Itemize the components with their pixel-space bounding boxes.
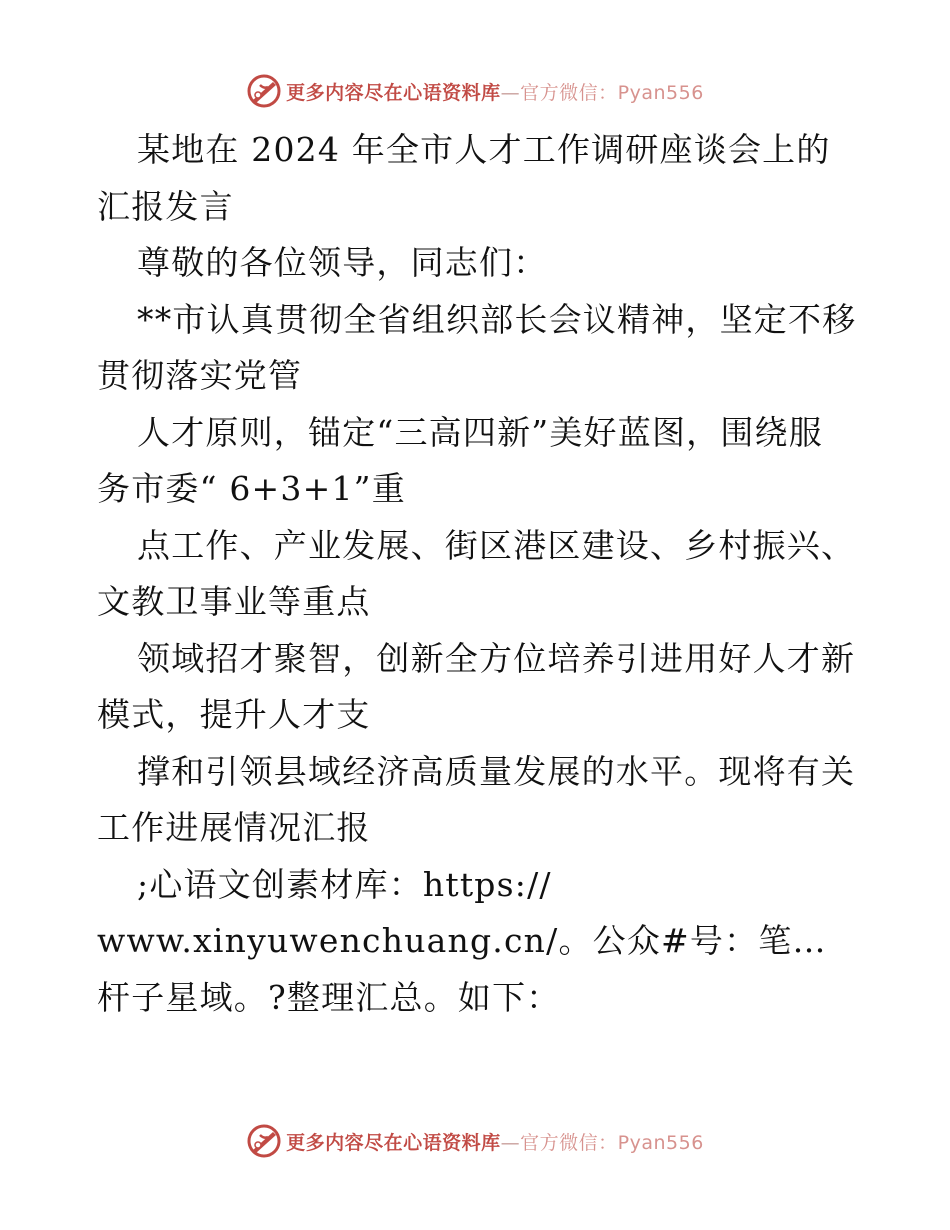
paragraph-source-url: www.xinyuwenchuang.cn/。公众#号：笔…杆子星域。?整理汇总。如下： <box>97 921 827 1017</box>
header-banner-dash: — <box>500 81 521 104</box>
paragraph-line-1: **市认真贯彻全省组织部长会议精神，坚定不移贯彻落实党管 <box>97 299 857 395</box>
paragraph-line-5: 撑和引领县域经济高质量发展的水平。现将有关工作进展情况汇报 <box>97 751 856 847</box>
header-banner-inner <box>246 71 704 111</box>
paragraph-source-note: ;心语文创素材库：https:// <box>137 864 552 904</box>
footer-banner-text <box>286 1128 704 1155</box>
footer-banner-inner <box>246 1121 704 1161</box>
paragraph-line-2: 人才原则，锚定“三高四新”美好蓝图，围绕服务市委“ 6+3+1”重 <box>97 412 823 508</box>
footer-banner-main: 更多内容尽在心语资料库 <box>286 1131 501 1154</box>
footer-banner <box>0 1121 950 1161</box>
paragraph-line-4: 领域招才聚智，创新全方位培养引进用好人才新模式，提升人才支 <box>97 638 856 734</box>
document-body <box>97 122 857 1026</box>
brand-logo-icon <box>246 73 282 109</box>
header-banner <box>0 71 950 111</box>
header-banner-main: 更多内容尽在心语资料库 <box>286 81 501 104</box>
header-banner-wechat: 官方微信：Pyan556 <box>520 81 704 104</box>
brand-logo-icon <box>246 1123 282 1159</box>
header-banner-text <box>286 78 704 105</box>
footer-banner-wechat: 官方微信：Pyan556 <box>520 1131 704 1154</box>
paragraph-greeting: 尊敬的各位领导，同志们： <box>137 243 548 282</box>
paragraph-line-3: 点工作、产业发展、街区港区建设、乡村振兴、文教卫事业等重点 <box>97 525 856 621</box>
document-title: 某地在 2024 年全市人才工作调研座谈会上的汇报发言 <box>97 130 831 226</box>
footer-banner-dash: — <box>500 1131 521 1154</box>
